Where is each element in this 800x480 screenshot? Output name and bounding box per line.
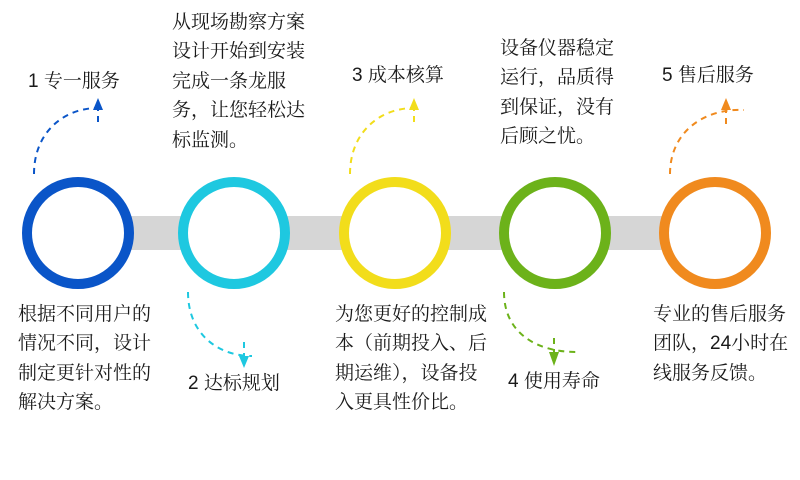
step-description-3: 为您更好的控制成本（前期投入、后期运维），设备投入更具性价比。 [335,304,488,414]
step-title-5: 5 售后服务 [662,65,754,86]
step-circle-3 [339,177,451,289]
step-circle-4 [499,177,611,289]
arrow-curve-2 [182,290,292,370]
arrow-curve-1 [28,96,138,176]
step-circle-1 [22,177,134,289]
step-circle-2 [178,177,290,289]
step-title-2: 2 达标规划 [188,373,280,394]
step-description-2: 从现场勘察方案设计开始到安装完成一条龙服务，让您轻松达标监测。 [172,12,306,151]
step-title-3: 3 成本核算 [352,65,444,86]
step-title-1: 1 专一服务 [28,71,120,92]
step-circle-5 [659,177,771,289]
arrow-curve-5 [664,96,779,176]
step-description-1: 根据不同用户的情况不同，设计制定更针对性的解决方案。 [18,304,152,414]
step-description-5: 专业的售后服务团队，24小时在线服务反馈。 [653,304,789,384]
arrow-curve-3 [344,96,454,176]
step-title-4: 4 使用寿命 [508,371,600,392]
step-description-4: 设备仪器稳定运行，品质得到保证，没有后顾之忧。 [500,38,615,148]
arrow-curve-4 [498,290,613,370]
